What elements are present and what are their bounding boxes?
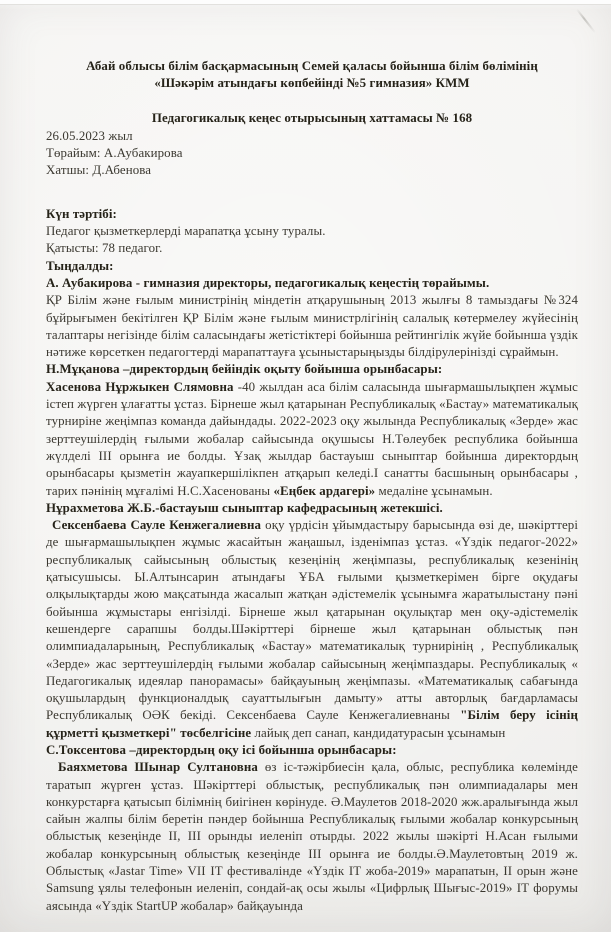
award-name-bilim-beru: "Білім беру ісінің құрметті қызметкері" төсбелгісіне: [46, 708, 578, 740]
chairperson-line: Төрайым: А.Аубакирова: [46, 146, 183, 161]
section-paragraph-bayakhmetova: [46, 759, 578, 915]
organization-name: [46, 58, 578, 93]
paragraph-text: лайық деп санап, кандидатурасын ұсынамын: [251, 725, 506, 740]
section-paragraph-aubakirova: ҚР Білім және ғылым министрінің міндетін атқарушының 2013 жылғы 8 тамыздағы №324 бұйрығымен бекітілген ҚР Білім және ғылым министрлігінің салалық көтермелеу жүйесінің талаптары негізінде білім саласындағы жетістіктері бойынша рейтингілік жүйе бойынша үздік нәтиже көрсеткен педагогтерді марапаттауға ұсыныстарыңызды білдірулерінізді сұраймын.: [46, 293, 578, 360]
scan-top-edge: [0, 0, 611, 5]
secretary-line: Хатшы: Д.Абенова: [46, 163, 152, 178]
date-line: 26.05.2023 жыл: [46, 128, 133, 143]
section-paragraph-khasenova: [46, 379, 578, 500]
teacher-name-bayakhmetova: Баяхметова Шынар Султановна: [58, 760, 258, 775]
document-title: Педагогикалық кеңес отырысының хаттамасы № 168: [151, 110, 473, 125]
heard-heading: Тыңдалды:: [46, 258, 114, 273]
paragraph-text: медаліне ұсынамын.: [375, 483, 493, 498]
section-paragraph-seksenbaeva: [46, 517, 578, 742]
organization-name-line1: Абай облысы білім басқармасының Семей қаласы бойынша білім бөлімінің: [86, 59, 538, 73]
attendance-line: Қатысты: 78 педагог.: [46, 241, 163, 256]
agenda-heading: Күн тәртібі:: [46, 206, 117, 221]
paragraph-text: оқу үрдісін ұйымдастыру барысында өзі де, шәкірттері де шығармашылықпен жұмыс жасайтын жаңашыл, ізденімпаз ұстаз. «Үздік педагог-2022» республикалық сайысының облыстық кезеңінің жеңімпазы, республикалық кезенінің қатысушысы. Ы.Алтынсарин атындағы ҰБА ғылыми қызметкерімен бірге оқудағы олқылықтарды жою мақсатында жасалып жатқан әдістемелік ұсынымға жаратылыстану пәні бойынша жұмыстары енгізілді. Бірнеше жыл қатарынан оқулықтар мен оқу-әдістемелік кешендерге сарапшы болды.Шәкірттері бірнеше жыл қатарынан облыстық пән олимпиадаларының, Республикалық «Бастау» математикалық турнирінің , Республикалық «Зерде» жас зерттеушілердің ғылыми жобалар сайысының жеңімпаздары. Республикалық « Педагогикалық идеялар панорамасы» байқауының жеңімпазы. «Математикалық сабағында оқушылардың функционалдық сауаттылығын дамыту» атты авторлық бағдарламасы Республикалық ОӘК бекіді. Сексенбаева Сауле Кенжегалиевнаны: [46, 518, 578, 723]
scan-crease-mark: [576, 9, 596, 34]
agenda-item: Педагог қызметкерлерді марапатқа ұсыну туралы.: [46, 224, 326, 239]
section-heading-mukanova: Н.Мұқанова –директордың бейіндік оқыту бойынша орынбасары:: [46, 362, 443, 377]
organization-name-line2: «Шәкәрім атындағы көпбейінді №5 гимназия» КММ: [154, 76, 470, 91]
section-heading-aubakirova: А. Аубакирова - гимназия директоры, педагогикалық кеңестің төрайымы.: [46, 275, 490, 290]
teacher-name-seksenbaeva: Сексенбаева Сауле Кенжегалиевна: [52, 518, 262, 533]
section-heading-nurakhmetova: Нұрахметова Ж.Б.-бастауыш сыныптар кафедрасының жетекшісі.: [46, 500, 443, 515]
award-name-enbek-ardageri: «Еңбек ардагері»: [273, 483, 376, 498]
paragraph-text: -40 жылдан аса білім саласында шығармашылықпен жұмыс істеп жүрген ұлағатты ұстаз. Бірнеше жыл қатарынан Республикалық «Бастау» математикалық турниріне жеңімпаз команда дайындады. 2022-2023 оқу жылында Республикалық «Зерде» жас зерттеушілердің ғылыми жобалар сайысында оқушысы Н.Төлеубек республика бойынша жүлделі III орынға ие болды. Ұзақ жылдар бастауыш сыныптар бойынша директордың орынбасары қызметін жауапкершілікпен атқарып келеді.I санатты басшының орынбасары , тарих пәнінің мұғалімі Н.С.Хасенованы: [46, 379, 579, 498]
teacher-name-khasenova: Хасенова Нұржыкен Слямовна: [46, 379, 234, 394]
section-heading-toksentova: С.Токсентова –директордың оқу ісі бойынша орынбасары:: [46, 742, 397, 757]
paragraph-text: өз іс-тәжірбиесін қала, облыс, республика көлемінде таратып жүрген ұстаз. Шәкірттері облыстық, республикалық пән олимпиадалары мен конкурстарға қатысып білімнің биігінен көрінуде. Ә.Маулетов 2018-2020 жж.аралығында жыл сайын жалпы білім беретін пәндер бойынша Республикалық ғылыми жобалар конкурсының облыстық кезеңінде II, III орынды иеленіп отырды. 2022 жылы шәкірті Н.Асан ғылыми жобалар конкурсының облыстық кезеңінде III орынға ие болды.Ә.Маулетовтың 2019 ж. Облыстық «Jastar Time» VII IT фестивалінде «Үздік IT жоба-2019» марапатын, II орын және Samsung ұялы телефонын иеленіп, сондай-ақ осы жылы «Цифрлық Шығыс-2019» IT форумы аясында «Үздік StartUP жобалар» байқауында: [46, 760, 579, 913]
document-content: [46, 58, 578, 915]
